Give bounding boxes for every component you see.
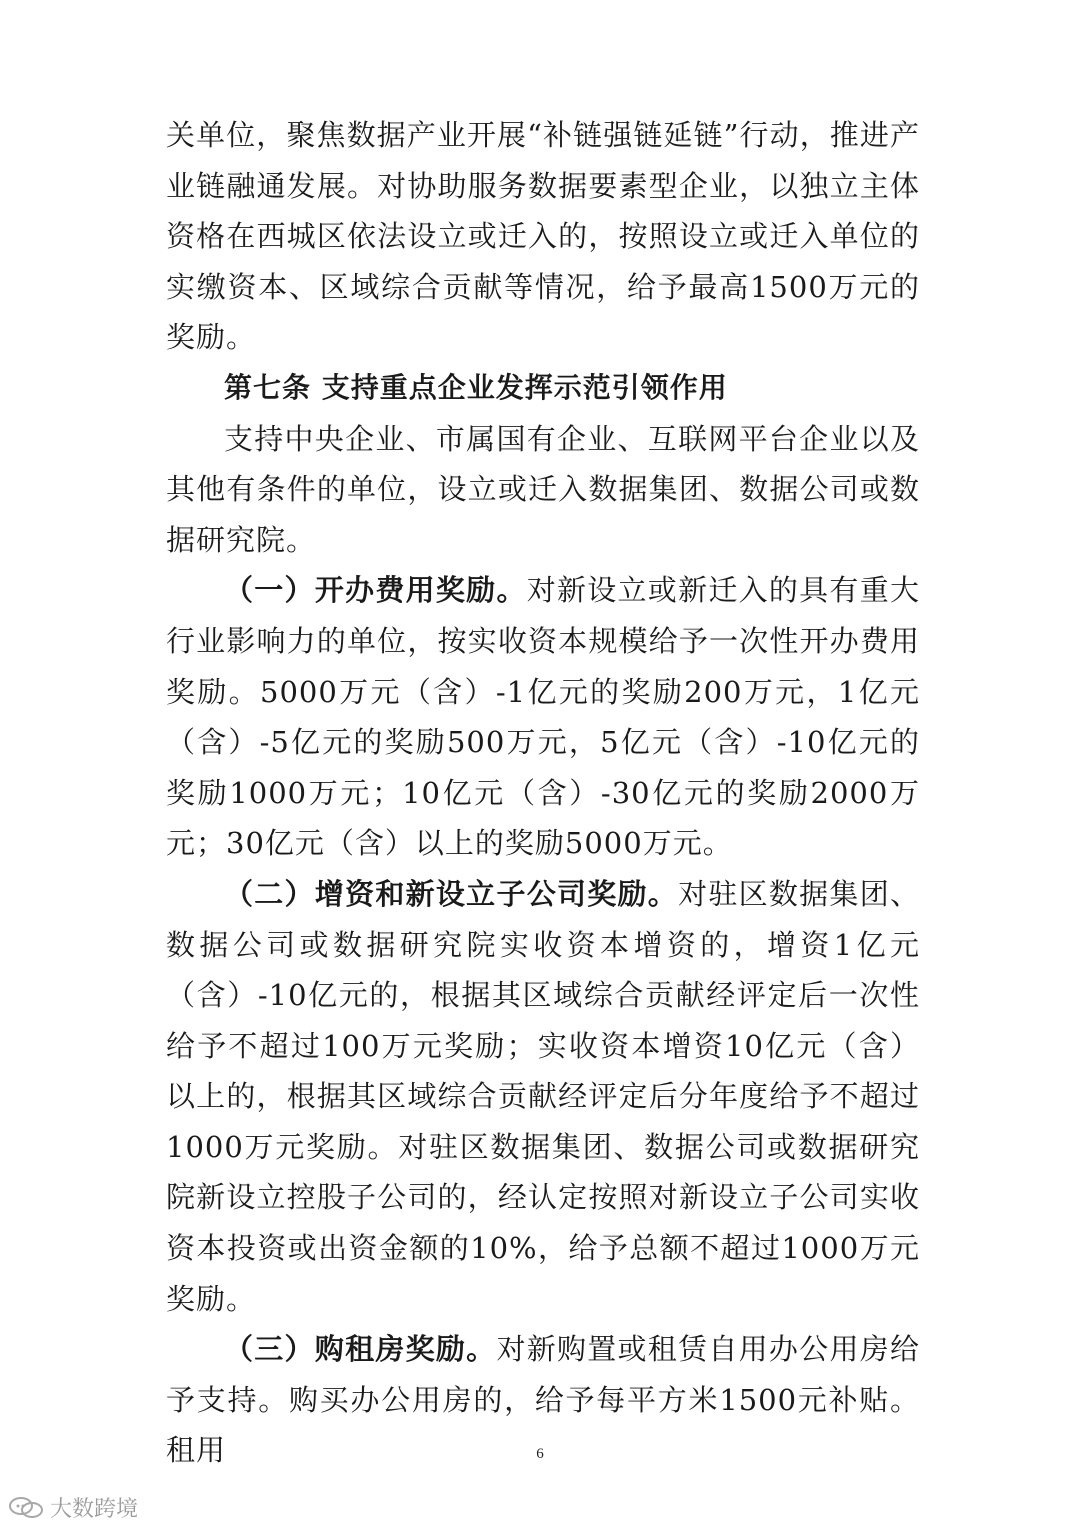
chat-bubbles-icon	[8, 1495, 44, 1521]
watermark	[8, 1492, 138, 1523]
item-3-title: （三）购租房奖励。	[224, 1332, 497, 1367]
page-number: 6	[536, 1446, 544, 1462]
watermark-text: 大数跨境	[50, 1497, 139, 1522]
item-1-body: 对新设立或新迁入的具有重大行业影响力的单位，按实收资本规模给予一次性开办费用奖励。5000万元（含）-1亿元的奖励200万元，1亿元（含）-5亿元的奖励500万元，5亿元（含）-10亿元的奖励1000万元；10亿元（含）-30亿元的奖励2000万元；30亿元（含）以上的奖励5000万元。	[166, 573, 920, 861]
article-7-heading: 第七条 支持重点企业发挥示范引领作用	[224, 370, 728, 404]
document-body	[166, 110, 920, 1476]
item-2-body: 对驻区数据集团、数据公司或数据研究院实收资本增资的，增资1亿元（含）-10亿元的，根据其区域综合贡献经评定后一次性给予不超过100万元奖励；实收资本增资10亿元（含）以上的，根据其区域综合贡献经评定后分年度给予不超过1000万元奖励。对驻区数据集团、数据公司或数据研究院新设立控股子公司的，经认定按照对新设立子公司实收资本投资或出资金额的10%，给予总额不超过1000万元奖励。	[166, 876, 920, 1316]
article-7-body: 支持中央企业、市属国有企业、互联网平台企业以及其他有条件的单位，设立或迁入数据集团、数据公司或数据研究院。	[166, 421, 920, 557]
item-1-title: （一）开办费用奖励。	[224, 573, 527, 608]
item-2-title: （二）增资和新设立子公司奖励。	[224, 876, 679, 911]
item-3-body: 对新购置或租赁自用办公用房给予支持。购买办公用房的，给予每平方米1500元补贴。租用	[166, 1332, 920, 1468]
item-1-paragraph	[166, 565, 920, 869]
paragraph-continuation: 关单位，聚焦数据产业开展“补链强链延链”行动，推进产业链融通发展。对协助服务数据要素型企业，以独立主体资格在西城区依法设立或迁入的，按照设立或迁入单位的实缴资本、区域综合贡献等情况，给予最高1500万元的奖励。	[166, 118, 920, 355]
item-2-paragraph	[166, 869, 920, 1324]
